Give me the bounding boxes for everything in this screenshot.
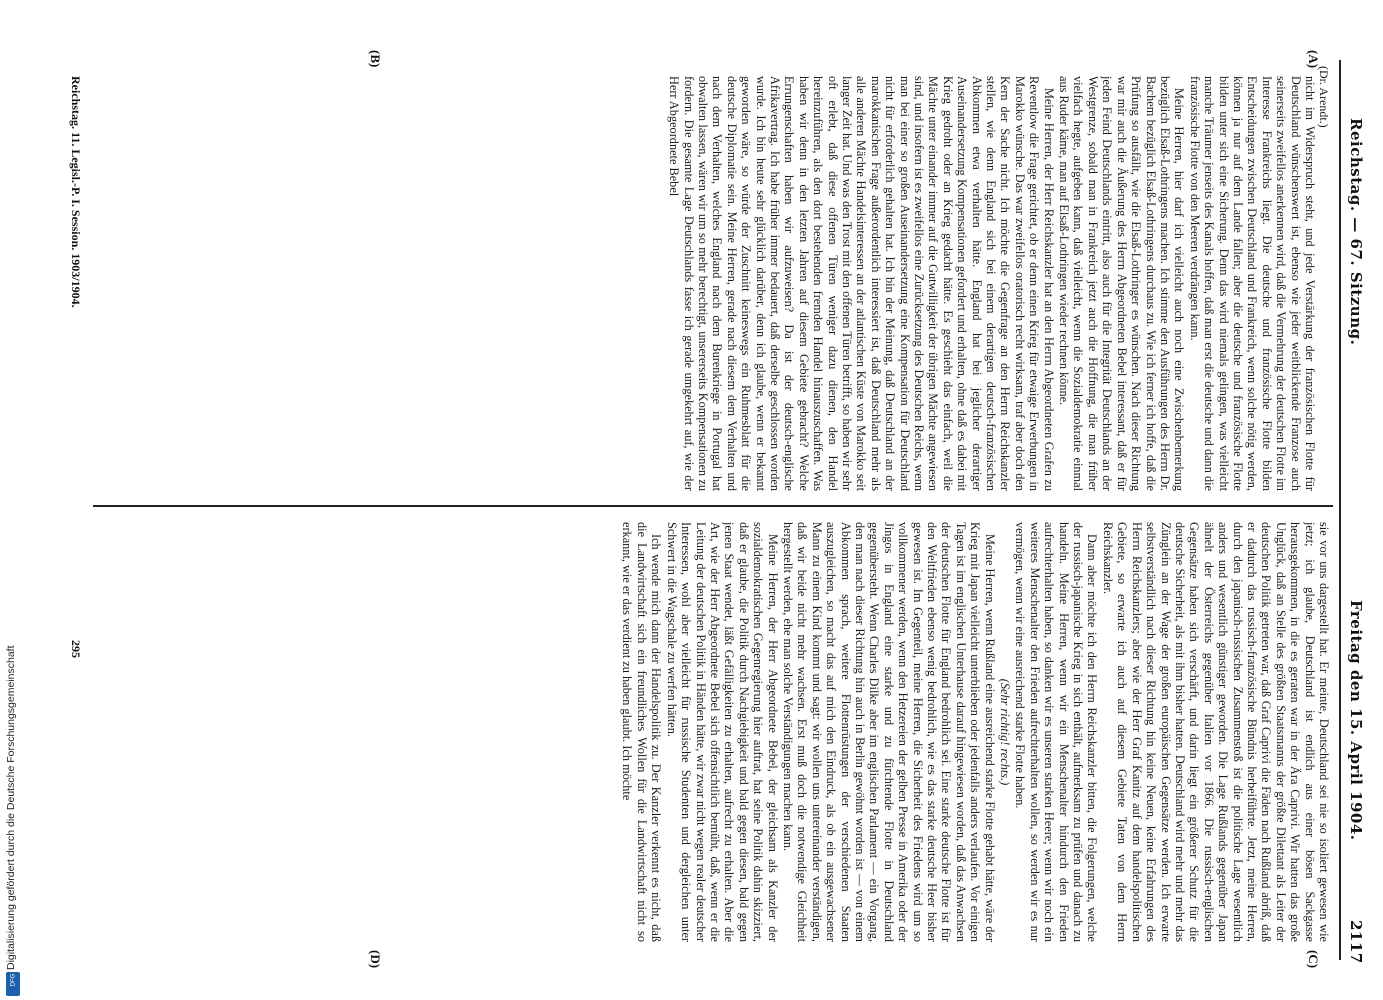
paragraph: sie vor uns dargestellt hat. Er meinte, Deutschland sei nie so isoliert gewesen wie jetzt; ich glaube, Deutschland ist endlich aus einer bösen Sackgasse herausgekommen, in die es geraten war in der Ära Caprivi. Wir hatten das große Unglück, daß an Stelle des größten Staatsmanns der größte Dilettant als Leiter der deutschen Politik getreten war, daß Graf Caprivi die Fäden nach Rußland abriß, daß er dadurch das russisch-französische Bündnis herbeiführte. Jetzt, meine Herren, durch den japanisch-russischen Zusammenstoß ist die politische Lage wesentlich anders und wesentlich günstiger geworden. Die Lage Rußlands gegenüber Japan ähnelt der Österreichs gegenüber Italien vor 1866. Die russisch-englischen Gegensätze haben sich verschärft, und darin liegt ein größerer Schutz für die deutsche Sicherheit, als mit ihm bisher hatten. Deutschland wird mehr und mehr das Zünglein an der Wage der großen europäischen Gegensätze werden. Ich erwarte selbstverständlich nach dieser Richtung hin keine Neuen, keine Erfahrungen des Herrn Reichskanzlers; aber wie der Herr Graf Kanitz auf dem handelspolitischen Gebiete, so erwarte ich auch auf diesem Gebiete Taten von dem Herrn Reichskanzler. xyxy=(1100,522,1331,942)
paragraph: nicht im Widerspruch steht, und jede Verstärkung der französischen Flotte für Deutschland wünschenswert ist, ebenso wie jeder weitblickende Franzose auch seinerseits zweifellos anerkennen wird, daß die Vermehrung der deutschen Flotte im Interesse Frankreichs liegt. Die deutsche und französische Flotte bilden Entscheidungen zwischen Deutschland und Frankreich, wenn solche nötig werden, können ja nur auf dem Lande fallen; aber die deutsche und französische Flotte bilden unter sich eine Sicherung. Denn das wird niemals gelingen, was vielleicht manche Träumer jenseits des Kanals hoffen, daß man erst die deutsche und dann die französische Flotte von den Meeren verdrängen kann. xyxy=(1187,76,1317,491)
text-column-left xyxy=(107,76,1317,491)
margin-mark-c: (C) xyxy=(1306,950,1321,969)
margin-mark-b: (B) xyxy=(368,50,383,68)
margin-mark-d: (D) xyxy=(368,950,383,969)
applause-note: (Sehr richtig! rechts.) xyxy=(998,678,1013,786)
margin-mark-a: (A) xyxy=(1306,50,1321,69)
paragraph: Meine Herren, wenn Rußland eine ausreichend starke Flotte gehabt hätte, wäre der Krieg mit Japan vielleicht unterblieben oder jedenfalls anders verlaufen. Vor einigen Tagen ist im englischen Unterhause darauf hingewiesen worden, daß das Anwachsen der deutschen Flotte für England bedrohlich sei. Eine starke deutsche Flotte ist für den Weltfrieden ebenso wenig bedrohlich, wie es das starke deutsche Heer bisher gewesen ist. Im Gegenteil, meine Herren, die Sicherheit des Friedens wird um so vollkommener werden, wenn den Hetzereien der gelben Presse in Amerika oder der Jingos in England eine starke und zu fürchtende Flotte in Deutschland gegenübersteht. Wenn Charles Dilke aber im englischen Parlament — ein Vorgang, den man nach dieser Richtung hin auch in Berlin gewöhnt worden ist — von einem Abkommen sprach, weitere Flottenrüstungen der verschiedenen Staaten auszugleichen, so macht das auf mich den Eindruck, als ob ein ausgewachsener Mann zu einem Kind kommt und sagt: wir wollen uns untereinander verständigen, daß wir beide nicht mehr wachsen. Erst muß doch die notwendige Gleichheit hergestellt werden, ehe man solche Verständigungen machen kann. xyxy=(780,522,997,942)
page-header-left: Reichstag. — 67. Sitzung. xyxy=(1347,118,1365,346)
paragraph: Meine Herren, hier darf ich vielleicht auch noch eine Zwischenbemerkung bezüglich Elsaß-Lothringens machen. Ich stimme den Ausführungen des Herrn Dr. Bachem bezüglich Elsaß-Lothringens durchaus zu. Wie ich ferner ich hoffe, daß die Prüfung so ausfällt, wie die Elsaß-Lothringer es wünschen. Nach dieser Richtung war mir auch die Äußerung des Herrn Abgeordneten Bebel interessant, daß er für jeden Feind Deutschlands eintritt, also auch für die Integrität Deutschlands an der Westgrenze, sobald man in Frankreich jetzt auch die Hoffnung, die man früher vielfach hegte, aufgeben kann, daß vielleicht, wenn die Sozialdemokratie einmal aus Ruder käme, man auf Elsaß-Lothringen wieder rechnen könne. xyxy=(1057,76,1187,491)
paragraph: Dann aber möchte ich den Herrn Reichskanzler bitten, die Folgerungen, welche der russisch-japanische Krieg in sich enthält, aufmerksam zu prüfen und danach zu handeln. Meine Herren, wenn wir ein Menschenalter hindurch den Frieden aufrechterhalten haben, so danken wir es unseren starken Heere; wenn wir noch ein weiteres Menschenalter den Frieden aufrechterhalten wollen, so werden wir es nur vermögen, wenn wir eine ausreichend starke Flotte haben. xyxy=(1013,522,1100,942)
footer-session: Reichstag. 11. Legisl.-P. I. Session. 1903/1904. xyxy=(69,76,83,308)
paragraph: Meine Herren, der Herr Reichskanzler hat an den Herrn Abgeordneten Grafen zu Reventlow die Frage gerichtet, ob er denn einen Krieg für etwaige Erwerbungen in Marokko wünsche. Das war zweifellos oratorisch recht wirksam, traf aber doch den Kern der Sache nicht. Ich möchte die Gegenfrage an den Herrn Reichskanzler stellen, wie denn England sich bei einem derartigen deutsch-französischen Abkommen etwa verhalten hätte. England hat bei jeglicher derartiger Auseinandersetzung Kompensationen gefordert und erhalten, ohne daß es dabei mit Krieg gedroht oder an Krieg gedacht hätte. Es geschieht das einfach, weil die Mächte unter einander immer auf die Gutwilligkeit der übrigen Mächte angewiesen sind, und insofern ist es zweifellos eine Zurücksetzung des Deutschen Reichs, wenn man bei einer so großen Auseinandersetzung eine Kompensation für Deutschland nicht für erforderlich gehalten hat. Ich bin der Meinung, daß Deutschland an der marokkanischen Frage außerordentlich interessiert ist, daß Deutschland mehr als alle anderen Mächte Handelsinteressen an der atlantischen Küste von Marokko seit langer Zeit hat. Und was den Trost mit den offenen Türen betrifft, so haben wir sehr oft erlebt, daß diese offenen Türen weniger dazu dienen, den Handel hereinzuführen, als den dort bestehenden fremden Handel hinauszuschaffen. Was haben wir denn in den letzten Jahren auf diesem Gebiete gebracht? Welche Errungenschaften haben wir aufzuweisen? Da ist der deutsch-englische Afrikavertrag. Ich habe früher immer bedauert, daß derselbe geschlossen worden wurde. Ich bin heute sehr glücklich darüber, denn ich glaube, wenn er bekannt geworden wäre, so würde der Zuschnitt keineswegs ein Ruhmesblatt für die deutsche Diplomatie sein. Meine Herren, gerade nach diesem dem Verhalten und nach dem Verhalten, welches England nach dem Burenkriege in Portugal hat obwalten lassen, wären wir um so mehr berechtigt, unsererseits Kompensationen zu fordern. Die gesamte Lage Deutschlands fasse ich gerade umgekehrt auf, wie der Herr Abgeordnete Bebel xyxy=(667,76,1056,491)
column-divider xyxy=(93,505,1333,507)
paragraph: Meine Herren, der Herr Abgeordnete Bebel, der gleichsam als Kanzler der sozialdemokratischen Gegenregierung hier auftrat, hat seine Politik dahin skizziert, daß er glaube, die Politik durch Nachgiebigkeit und bald gegen diesen, bald gegen jenen Staat wendet, läßt Gefälligkeiten zu erhalten, aufrecht zu erhalten. Aber die Art, wie der Herr Abgeordnete Bebel sich offensichtlich bemüht, daß, wenn er die Leitung der deutschen Politik in Händen hätte, wir zwar nicht wegen realer deutscher Interessen, wohl aber vielleicht für russische Studenten und dergleichen unter Schwert in die Wagschale zu werfen hätten. xyxy=(664,522,780,942)
digitization-note: Digitalisierung gefördert durch die Deutsche Forschungsgemeinschaft xyxy=(5,645,17,970)
dfg-logo-text: DFG xyxy=(10,973,17,987)
page-number: 2117 xyxy=(1347,920,1365,964)
page-header-right: Freitag den 15. April 1904. xyxy=(1347,600,1365,841)
paragraph: Ich wende mich dann der Handelspolitik zu. Der Kanzler verkennt es nicht, daß die Landwirtschaft sich ein freundliches Wollen für die Landwirtschaft nicht so erkannt, wie er das verdient zu haben glaubt. Ich möchte xyxy=(620,522,664,942)
header-rule xyxy=(1339,60,1341,960)
speaker-tag: (Dr. Arendt.) xyxy=(1317,66,1331,128)
footer-sheet-number: 295 xyxy=(69,640,83,658)
text-column-right xyxy=(96,522,1331,942)
